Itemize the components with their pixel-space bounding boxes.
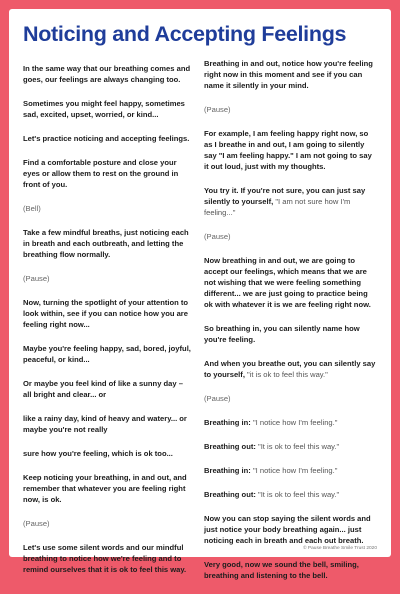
paragraph: Find a comfortable posture and close your eyes or allow them to rest on the ground in front of you. [23, 158, 179, 189]
left-column [23, 63, 191, 588]
silent-phrase: "It is ok to feel this way." [258, 490, 340, 499]
paragraph-text: And when you breathe out, you can silently say to yourself, [204, 359, 376, 379]
breathing-in-line [204, 417, 378, 428]
paragraph: Keep noticing your breathing, in and out, and remember that whatever you are feeling right now, is ok. [23, 473, 187, 504]
paragraph: In the same way that our breathing comes and goes, our feelings are always changing too. [23, 64, 191, 84]
paragraph: Take a few mindful breaths, just noticing each in breath and each outbreath, and letting the breathing flow normally. [23, 228, 189, 259]
paragraph: Now you can stop saying the silent words and just notice your body breathing again... just noticing each in breath and each out breath. [204, 514, 371, 545]
paragraph: Or maybe you feel kind of like a sunny day – all bright and clear... or [23, 379, 183, 399]
silent-phrase: "I notice how I'm feeling." [252, 466, 338, 475]
page-title: Noticing and Accepting Feelings [23, 22, 347, 46]
silent-phrase: "It is ok to feel this way." [258, 442, 340, 451]
pause-cue: (Pause) [204, 232, 231, 241]
paragraph: like a rainy day, kind of heavy and watery... or maybe you're not really [23, 414, 187, 434]
breathing-label: Breathing out: [204, 490, 258, 499]
breathing-label: Breathing in: [204, 466, 253, 475]
paragraph [204, 358, 378, 380]
paragraph: sure how you're feeling, which is ok too... [23, 449, 173, 458]
silent-phrase: "I notice how I'm feeling." [252, 418, 338, 427]
bell-cue: (Bell) [23, 204, 41, 213]
breathing-label: Breathing out: [204, 442, 258, 451]
paragraph: Very good, now we sound the bell, smiling, breathing and listening to the bell. [204, 560, 359, 580]
paragraph [204, 185, 378, 218]
breathing-out-line [204, 489, 378, 500]
breathing-label: Breathing in: [204, 418, 253, 427]
breathing-out-line [204, 441, 378, 452]
paragraph: Now breathing in and out, we are going to accept our feelings, which means that we are not wishing that we were feeling something different... we are just going to practice being ok with whatever it is we are feeling right now. [204, 256, 371, 309]
pause-cue: (Pause) [23, 519, 50, 528]
paragraph: Sometimes you might feel happy, sometimes sad, excited, upset, worried, or kind... [23, 99, 185, 119]
pause-cue: (Pause) [23, 274, 50, 283]
pause-cue: (Pause) [204, 105, 231, 114]
silent-phrase: "it is ok to feel this way." [247, 370, 328, 379]
paragraph: Let's use some silent words and our mindful breathing to notice how we're feeling and to remind ourselves that it is ok to feel this way. [23, 543, 187, 574]
pause-cue: (Pause) [204, 394, 231, 403]
right-column [204, 58, 378, 594]
breathing-in-line [204, 465, 378, 476]
paragraph: Maybe you're feeling happy, sad, bored, joyful, peaceful, or kind... [23, 344, 191, 364]
paragraph: Breathing in and out, notice how you're feeling right now in this moment and see if you can name it silently in your mind. [204, 59, 373, 90]
paragraph-text: You try it. If you're not sure, you can just say silently to yourself, [204, 186, 366, 206]
paragraph: Now, turning the spotlight of your attention to look within, see if you can notice how you are feeling right now... [23, 298, 189, 329]
silent-phrase: "I am not sure how I'm feeling..." [204, 197, 351, 217]
paragraph: Let's practice noticing and accepting feelings. [23, 134, 190, 143]
paragraph: For example, I am feeling happy right now, so as I breathe in and out, I am going to silently say "I am feeling happy." I am not going to say it out loud, just with my thoughts. [204, 129, 372, 171]
paragraph: So breathing in, you can silently name how you're feeling. [204, 324, 360, 344]
copyright-credit: © Pause Breathe Smile Trust 2020 [303, 546, 377, 551]
worksheet-page [9, 9, 391, 580]
